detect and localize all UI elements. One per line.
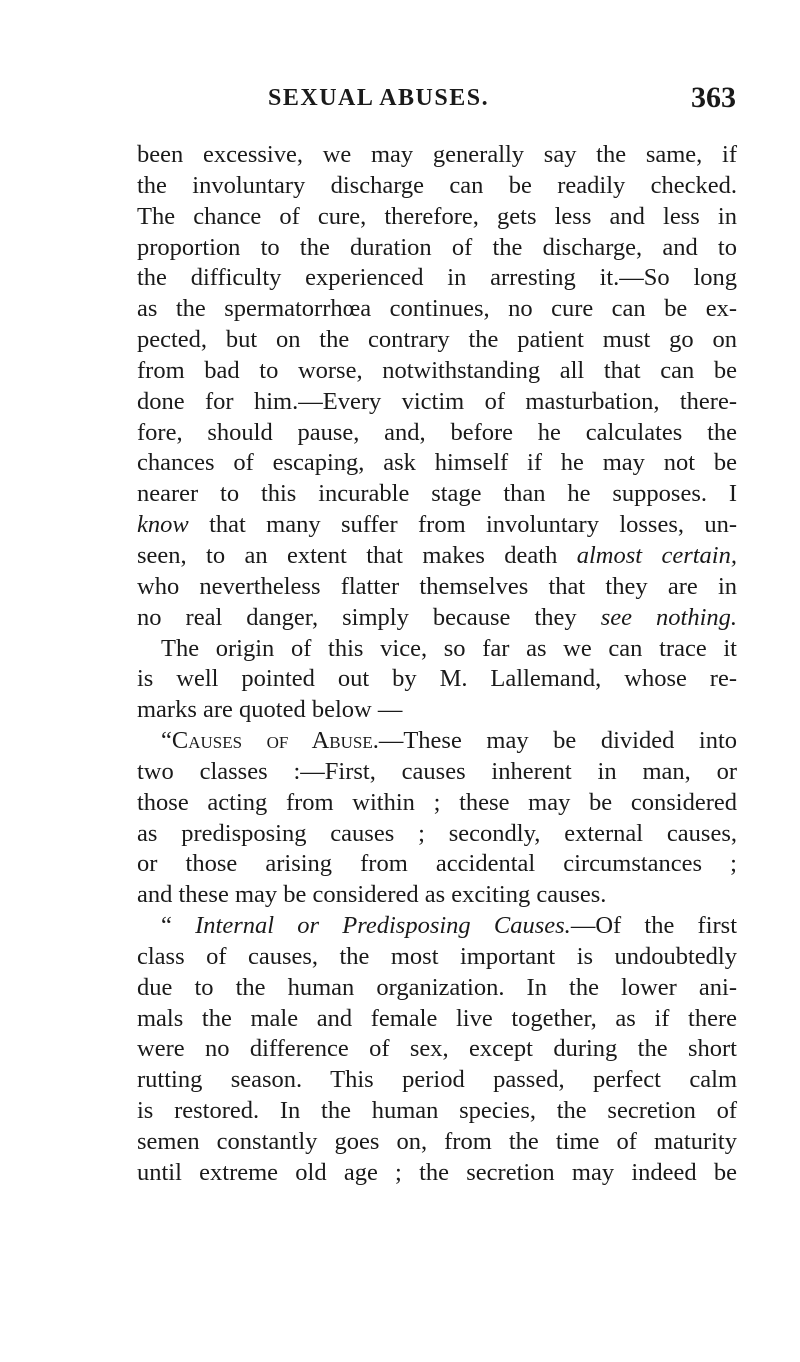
paragraph-first-line — [137, 726, 737, 757]
text-line: were no difference of sex, except during the short — [137, 1035, 737, 1063]
text-line: those acting from within ; these may be considered — [137, 788, 737, 816]
paragraph-last-line: marks are quoted below — — [137, 696, 403, 724]
paragraph-first-line: The origin of this vice, so far as we can trace it — [161, 634, 737, 662]
text-segment: no real danger, simply because they — [137, 603, 601, 631]
text-line: semen constantly goes on, from the time of maturity — [137, 1128, 737, 1155]
text-line: from bad to worse, notwithstanding all that can be — [137, 356, 737, 384]
text-line: pected, but on the contrary the patient must go on — [137, 326, 737, 354]
text-segment: that many suffer from involuntary losses, un- — [188, 511, 737, 539]
text-line: The chance of cure, therefore, gets less and less in — [137, 202, 737, 230]
running-head — [0, 78, 800, 118]
text-line — [137, 510, 737, 541]
text-segment: —Of the first — [570, 912, 738, 940]
paragraph-first-line — [137, 911, 737, 942]
text-line: two classes :—First, causes inherent in man, or — [137, 757, 737, 785]
italic-phrase: almost certain, — [576, 541, 737, 569]
running-title: SEXUAL ABUSES. — [268, 85, 490, 111]
open-quote: “ — [161, 727, 172, 755]
italic-phrase: know — [137, 511, 189, 539]
text-line: is restored. In the human species, the secretion of — [137, 1097, 737, 1125]
text-line — [137, 541, 737, 572]
text-line: is well pointed out by M. Lallemand, whose re- — [137, 665, 737, 693]
text-line: as predisposing causes ; secondly, external causes, — [137, 819, 737, 847]
text-line: fore, should pause, and, before he calculates the — [137, 418, 737, 446]
open-quote: “ — [161, 912, 196, 940]
text-line: or those arising from accidental circumstances ; — [137, 850, 737, 878]
text-line: who nevertheless flatter themselves that they are in — [137, 572, 737, 600]
text-line: as the spermatorrhœa continues, no cure can be ex- — [137, 295, 737, 323]
italic-phrase: see nothing. — [600, 603, 737, 631]
text-line: mals the male and female live together, as if there — [137, 1004, 737, 1032]
text-line: nearer to this incurable stage than he supposes. I — [137, 480, 737, 508]
subsection-heading: Internal or Predisposing Causes. — [195, 912, 571, 940]
text-line: class of causes, the most important is undoubtedly — [137, 942, 737, 970]
text-line: the difficulty experienced in arresting it.—So long — [137, 264, 737, 292]
text-line: rutting season. This period passed, perfect calm — [137, 1066, 737, 1094]
text-segment: —These may be divided into — [378, 727, 737, 755]
text-line — [137, 603, 737, 634]
text-line: been excessive, we may generally say the same, if — [137, 141, 737, 168]
text-line: proportion to the duration of the discharge, and to — [137, 233, 737, 261]
text-line: chances of escaping, ask himself if he may not be — [137, 449, 737, 477]
body-text — [137, 140, 737, 1189]
text-line: due to the human organization. In the lower ani- — [137, 973, 737, 1001]
page-number: 363 — [691, 81, 736, 114]
section-heading: Causes of Abuse. — [171, 727, 379, 755]
paragraph-last-line: and these may be considered as exciting causes. — [137, 881, 607, 909]
text-segment: seen, to an extent that makes death — [137, 541, 577, 569]
text-line: done for him.—Every victim of masturbation, there- — [137, 387, 737, 415]
text-line: until extreme old age ; the secretion may indeed be — [137, 1158, 737, 1186]
text-line: the involuntary discharge can be readily checked. — [137, 171, 737, 199]
